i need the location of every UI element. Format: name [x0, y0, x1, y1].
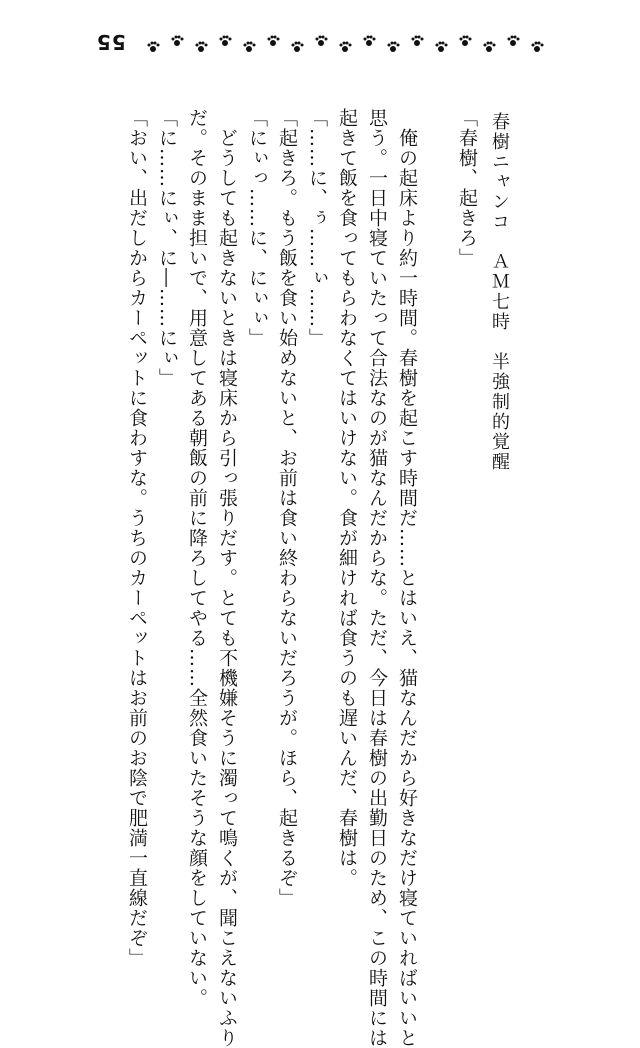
paw-print-icon [530, 40, 544, 54]
text-column: 起きて飯を食ってもらわなくてはいけない。食が細ければ食うのも遅いんだ、春樹は。 [336, 108, 358, 888]
paw-print-icon [506, 34, 520, 48]
paw-print-icon [458, 34, 472, 48]
text-column: どうしても起きないときは寝床から引っ張りだす。とても不機嫌そうに濁って鳴くが、聞こえないふり [216, 108, 238, 1048]
paw-print-icon [242, 40, 256, 54]
paw-print-icon [194, 40, 208, 54]
paw-print-icon [266, 34, 280, 48]
text-column: 「春樹、起きろ」 [456, 108, 478, 268]
paw-print-icon [146, 40, 160, 54]
paw-print-icon [434, 40, 448, 54]
paw-print-icon [362, 34, 376, 48]
paw-print-icon [410, 34, 424, 48]
paw-print-icon [170, 34, 184, 48]
text-column: 「に……にぃ、に―……にぃ」 [156, 108, 178, 388]
text-column: 俺の起床より約一時間。春樹を起こす時間だ……とはいえ、猫なんだから好きなだけ寝ていればいいと [396, 108, 418, 1048]
text-column: 思う。一日中寝ていたって合法なのが猫なんだからな。ただ、今日は春樹の出勤日のため、この時間には [366, 108, 388, 1048]
paw-print-icon [218, 34, 232, 48]
text-column: 「起きろ。もう飯を食い始めないと、お前は食い終わらないだろうが。ほら、起きるぞ」 [276, 108, 298, 908]
text-column: だ。そのまま担いで、用意してある朝飯の前に降ろしてやる……全然食いたそうな顔をしていない。 [186, 108, 208, 1008]
page-header [96, 30, 536, 60]
text-column: 「おい、出だしからカーペットに食わすな。うちのカーペットはお前のお陰で肥満一直線だぞ」 [126, 108, 148, 968]
paw-print-icon [482, 40, 496, 54]
text-column: 「……に、ぅ……ぃ……」 [306, 108, 328, 348]
paw-print-icon [290, 40, 304, 54]
chapter-title: 春樹ニャンコ ＡＭ七時 半強制的覚醒 [489, 112, 510, 472]
paw-print-icon [314, 34, 328, 48]
paw-print-icon [386, 40, 400, 54]
page-number: 55 [96, 30, 126, 54]
text-column: 「にぃっ……に、にぃぃ」 [246, 108, 268, 348]
paw-print-icon [338, 40, 352, 54]
